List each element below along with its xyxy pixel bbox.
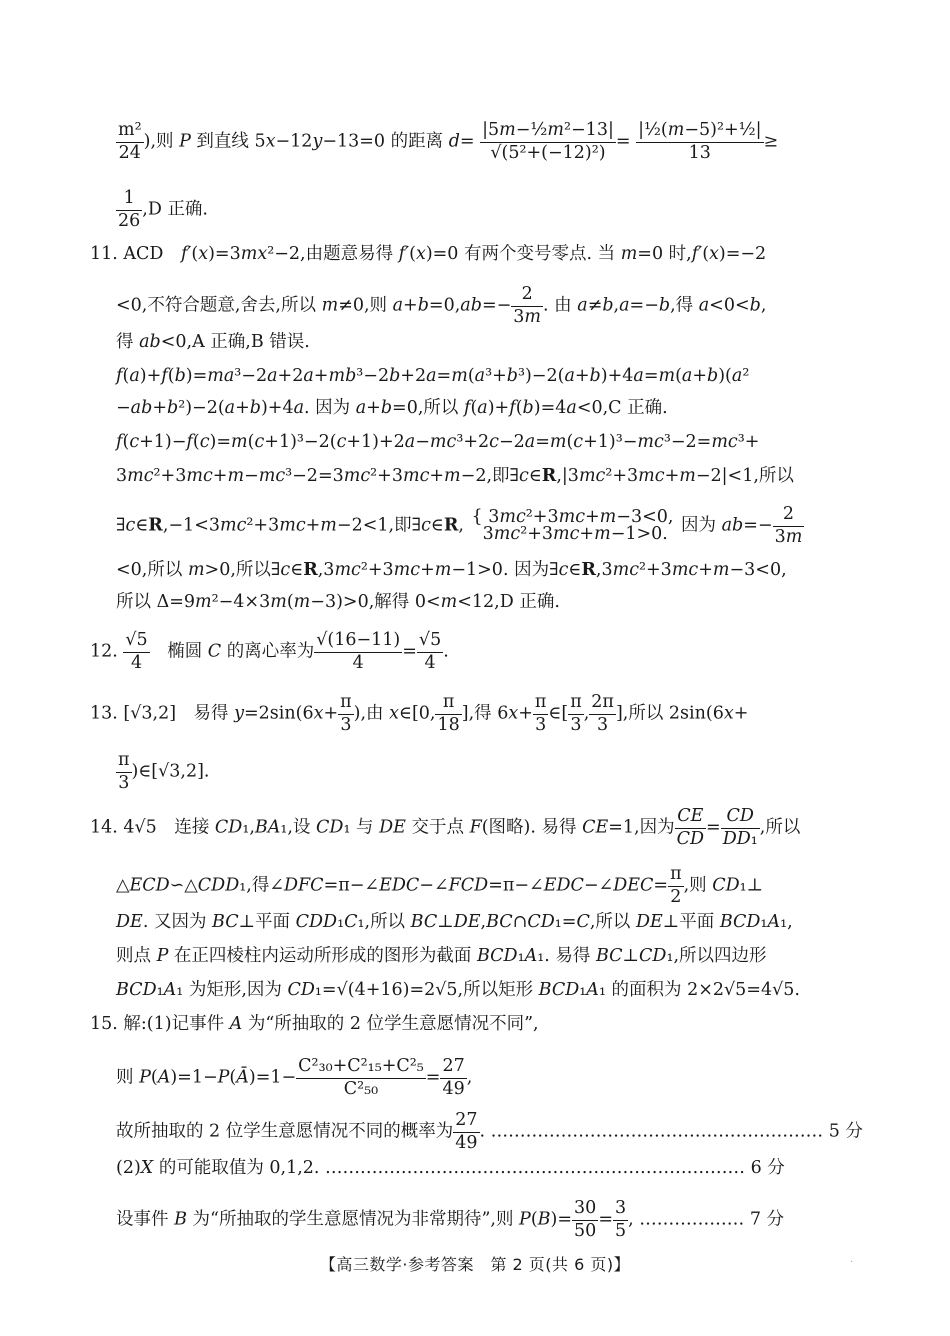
corner-mark: · bbox=[850, 1257, 854, 1268]
answer-page: $\frac{\text{m²}}{24}$ ),则 P 到直线 5x−12y−13=0 的距离 d= $\frac{\text{|5m−½m²−13|}}{\text{√(5²+(−12)²)}}$ = $\frac{\text{|½(m−5)²+½|}}{13}$ ≥ $\frac{1}{26}$ ,D 正确. 11. ACD f′(x)=3mx²−2,由题意易得 f′(x)=0 有两个变号零点. 当 m=0 时,f′(x)=−2 <0,不符合题意,舍去,所以 m≠0,则 a+b=0,ab=− $\frac{2}{3m}$ . 由 a≠b,a=−b,得 a<0<b, 得 ab<0,A 正确,B 错误. f(a)+f(b)=ma³−2a+2a+mb³−2b+2a=m(a³+b³)−2(a+b)+4a=m(a+b)(a² −ab+b²)−2(a+b)+4a. 因为 a+b=0,所以 f(a)+f(b)=4a<0,C 正确. f(c+1)−f(c)=m(c+1)³−2(c+1)+2a−mc³+2c−2a=m(c+1)³−mc³−2=mc³+ 3mc²+3mc+m−mc³−2=3mc²+3mc+m−2,即∃c∈R,|3mc²+3mc+m−2|<1,所以 ∃c∈R,−1<3mc²+3mc+m−2<1,即∃c∈R, { 3mc²+3mc+m−3<0, 3mc²+3mc+m−1>0. 因为 ab=− $\frac{2}{3m}$ <0,所以 m>0,所以∃c∈R,3mc²+3mc+m−1>0. 因为∃c∈R,3mc²+3mc+m−3<0, 所以 Δ=9m²−4×3m(m−3)>0,解得 0<m<12,D 正确. 12. $\frac{√5}{4}$ 椭圆 C 的离心率为 $\frac{√(16-11)}{4}$ = $\frac{√5}{4}$ . 13. [√3,2] 易得 y=2sin(6x+ $\frac{\pi}{3}$ ),由 x∈[0, $\frac{\pi}{18}$ ],得 6x+ $\frac{\pi}{3}$ ∈[ $\frac{\pi}{3}$ , $\frac{2\pi}{3}$ ],所以 2sin(6x+ $\frac{\pi}{3}$ )∈[√3,2]. 14. 4√5 连接 CD₁,BA₁,设 CD₁ 与 DE 交于点 F(图略). 易得 CE=1,因为 $\frac{CE}{CD}$ = $\frac{CD}{\text{DD₁}}$ ,所以 △ECD∽△CDD₁,得∠DFC=π−∠EDC−∠FCD=π−∠EDC−∠DEC= $\frac{\pi}{2}$ ,则 CD₁⊥ DE. 又因为 BC⊥平面 CDD₁C₁,所以 BC⊥DE,BC∩CD₁=C,所以 DE⊥平面 BCD₁A₁, 则点 P 在正四棱柱内运动所形成的图形为截面 BCD₁A₁. 易得 BC⊥CD₁,所以四边形 BCD₁A₁ 为矩形,因为 CD₁=√(4+16)=2√5,所以矩形 BCD₁A₁ 的面积为 2×2√5=4√5. 15. 解:(1)记事件 A 为“所抽取的 2 位学生意愿情况不同”, 则 P(A)=1−P(Ā)=1− $\frac{\text{C²₃₀+C²₁₅+C²₅}}{\text{C²₅₀}}$ = $\frac{27}{49}$ , 故所抽取的 2 位学生意愿情况不同的概率为 $\frac{27}{49}$ . ………………………………………………… 5 分 (2)X 的可能取值为 0,1,2. ……………………………………………………………… 6 分 设事件 B 为“所抽取的学生意愿情况为非常期待”,则 P(B)= $\frac{30}{50}$ = $\frac{3}{5}$ , ……………… 7 分 【高三数学·参考答案 第 2 页(共 6 页)】 · bbox=[0, 0, 950, 1336]
page-footer: 【高三数学·参考答案 第 2 页(共 6 页)】 bbox=[319, 1255, 631, 1274]
